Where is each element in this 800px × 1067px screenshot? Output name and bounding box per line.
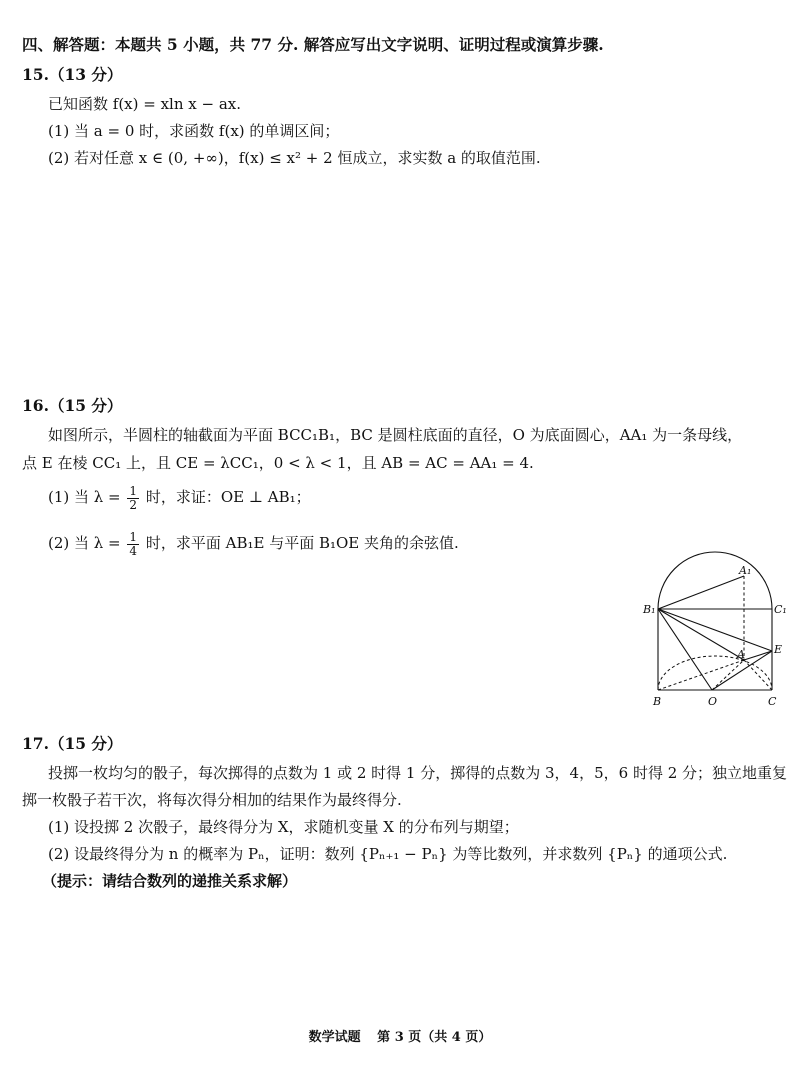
label-c: C bbox=[768, 695, 777, 708]
q17-line1: 投掷一枚均匀的骰子，每次掷得的点数为 1 或 2 时得 1 分，掷得的点数为 3，4，5，6 时得 2 分；独立地重复 bbox=[48, 764, 788, 782]
label-b: B bbox=[653, 695, 662, 708]
label-e: E bbox=[774, 643, 783, 656]
q16-part2-denominator: 4 bbox=[129, 543, 138, 558]
label-a: A bbox=[737, 648, 745, 661]
top-arc-line bbox=[658, 552, 772, 609]
q17-hint: （提示：请结合数列的递推关系求解） bbox=[42, 872, 298, 890]
edge-b1a bbox=[658, 609, 744, 660]
section-header: 四、解答题：本题共 5 小题，共 77 分. 解答应写出文字说明、证明过程或演算步骤. bbox=[22, 35, 604, 54]
q15-part2: (2) 若对任意 x ∈ (0, +∞)，f(x) ≤ x² + 2 恒成立，求实数 a 的取值范围. bbox=[48, 149, 541, 167]
q16-line2: 点 E 在棱 CC₁ 上，且 CE = λCC₁，0 < λ < 1，且 AB = AC = AA₁ = 4. bbox=[22, 454, 534, 472]
half-cylinder-figure bbox=[640, 565, 785, 710]
q16-part2-numerator: 1 bbox=[129, 529, 138, 544]
q16-number: 16.（15 分） bbox=[22, 396, 123, 415]
q15-given: 已知函数 f(x) = xln x − ax. bbox=[48, 95, 242, 113]
q17-part2: (2) 设最终得分为 n 的概率为 Pₙ，证明：数列 {Pₙ₊₁ − Pₙ} 为等比数列，并求数列 {Pₙ} 的通项公式. bbox=[48, 845, 728, 863]
q16-part2-fraction bbox=[127, 531, 139, 558]
page-footer bbox=[0, 1026, 800, 1045]
label-a1: A₁ bbox=[739, 564, 752, 577]
edge-ca bbox=[744, 660, 772, 690]
q17-line2: 掷一枚骰子若干次，将每次得分相加的结果作为最终得分. bbox=[22, 791, 402, 809]
edge-b1o bbox=[658, 609, 712, 690]
q17-number: 17.（15 分） bbox=[22, 734, 123, 753]
q16-part1-numerator: 1 bbox=[129, 483, 138, 498]
q16-part1-suffix: 时，求证：OE ⊥ AB₁； bbox=[145, 488, 311, 506]
q16-part1-denominator: 2 bbox=[129, 497, 138, 512]
q16-part2-suffix: 时，求平面 AB₁E 与平面 B₁OE 夹角的余弦值. bbox=[145, 534, 459, 552]
footer-subject: 数学试题 bbox=[308, 1030, 361, 1045]
q17-part1: (1) 设投掷 2 次骰子，最终得分为 X，求随机变量 X 的分布列与期望； bbox=[48, 818, 519, 836]
label-b1: B₁ bbox=[643, 603, 656, 616]
edge-b1e bbox=[658, 609, 772, 651]
q15-part1: (1) 当 a = 0 时，求函数 f(x) 的单调区间； bbox=[48, 122, 340, 140]
label-c1: C₁ bbox=[774, 603, 787, 616]
footer-page-number: 第 3 页（共 4 页） bbox=[377, 1030, 492, 1045]
edge-oa bbox=[712, 660, 744, 690]
q16-part2 bbox=[48, 528, 459, 558]
edge-ba bbox=[658, 660, 744, 690]
q16-part2-prefix: (2) 当 λ = bbox=[48, 534, 121, 552]
q16-part1-fraction bbox=[127, 485, 139, 512]
q16-part1-prefix: (1) 当 λ = bbox=[48, 488, 121, 506]
edge-b1a1 bbox=[658, 576, 744, 609]
bottom-arc-line bbox=[658, 656, 772, 690]
q16-line1: 如图所示，半圆柱的轴截面为平面 BCC₁B₁，BC 是圆柱底面的直径，O 为底面圆心，AA₁ 为一条母线， bbox=[48, 426, 743, 444]
edge-ae bbox=[744, 651, 772, 660]
label-o: O bbox=[708, 695, 718, 708]
q16-part1 bbox=[48, 482, 311, 512]
q15-number: 15.（13 分） bbox=[22, 65, 123, 84]
